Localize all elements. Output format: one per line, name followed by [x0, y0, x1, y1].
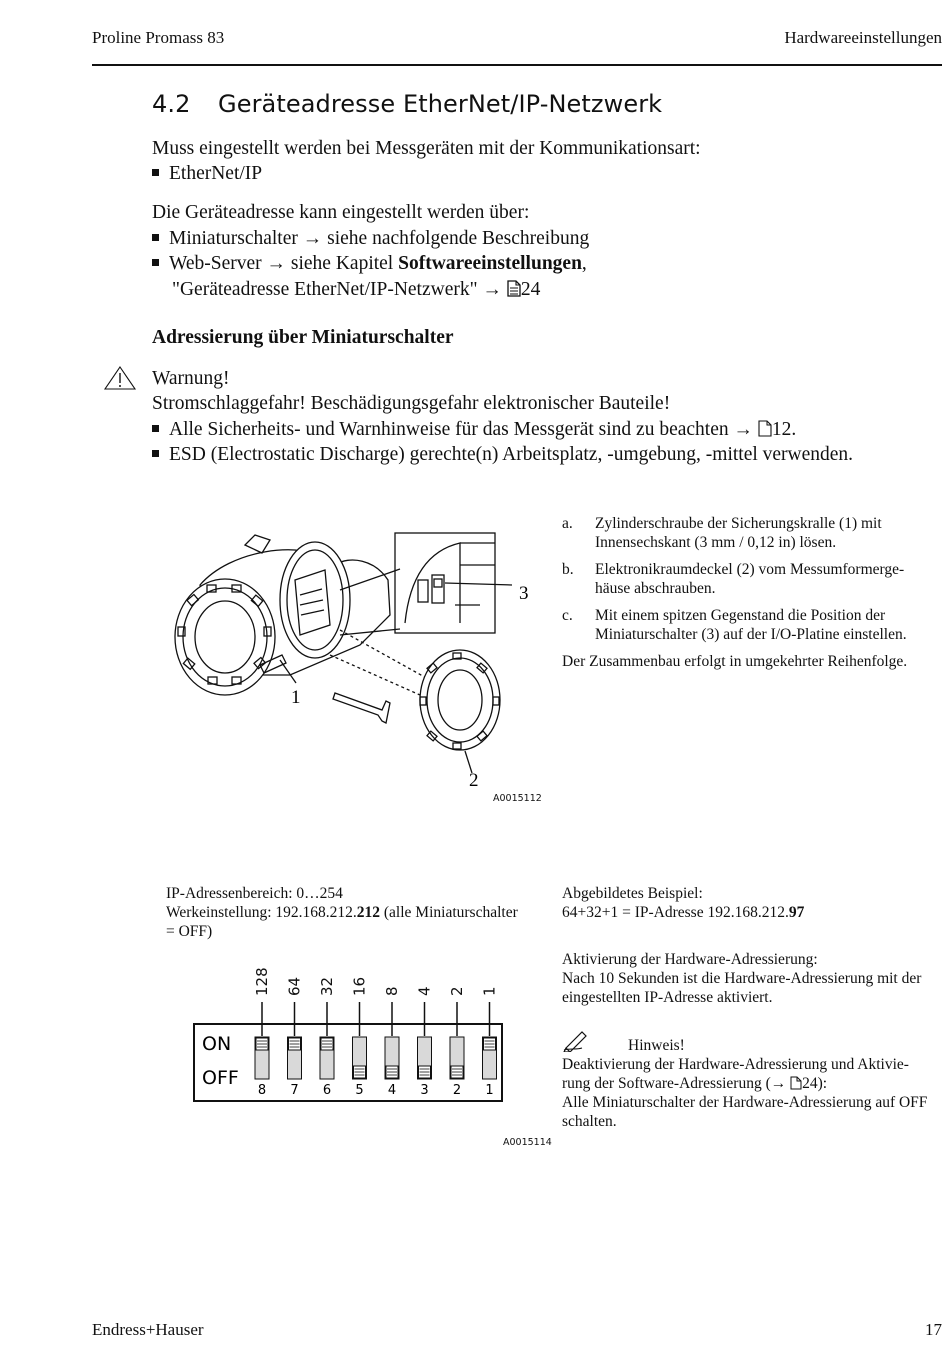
page-reference-icon: [790, 1076, 802, 1090]
dip-value-label: 1: [480, 986, 499, 996]
dip-value-label: 2: [448, 986, 466, 996]
figure1-code: A0015112: [493, 793, 542, 804]
page-reference-icon: [507, 280, 521, 297]
list-item: b. Elektronikraumdeckel (2) vom Messumformerge- häuse abschrauben.: [562, 561, 905, 597]
setting-line: Die Geräteadresse kann eingestellt werden über:: [152, 202, 530, 223]
section-number: 4.2: [152, 90, 191, 118]
activation-title: Aktivierung der Hardware-Adressierung:: [562, 951, 818, 968]
activation-block: Aktivierung der Hardware-Adressierung: Nach 10 Sekunden ist die Hardware-Adressierung mit der eingestellten IP-Adresse aktiviert.: [562, 950, 942, 1007]
ip-range: IP-Adressenbereich: 0…254: [166, 885, 343, 902]
section-title-text: Geräteadresse EtherNet/IP-Netzwerk: [218, 90, 663, 118]
warning-title: Warnung!: [152, 368, 230, 389]
example-formula: 64+32+1 = IP-Adresse 192.168.212.97: [562, 904, 805, 921]
hint-body: Deaktivierung der Hardware-Adressierung und Aktivie- rung der Software-Adressierung (→ 24): Alle Miniaturschalter der Hardware-Adressierung auf OFF schalten.: [562, 1056, 928, 1130]
dip-off-label: OFF: [202, 1067, 239, 1089]
bullet-square-icon: [152, 234, 159, 241]
dip-switch-number: 7: [290, 1083, 299, 1098]
dip-value-label: 4: [415, 986, 434, 996]
example-block: [562, 884, 942, 922]
dip-switch-number: 1: [485, 1083, 494, 1098]
ip-info: IP-Adressenbereich: 0…254 Werkeinstellung: 192.168.212.212 (alle Miniaturschalter = OFF): [166, 884, 546, 941]
intro-bullet: EtherNet/IP: [152, 161, 262, 187]
figure2-code: A0015114: [503, 1137, 552, 1148]
list-item: a. Zylinderschraube der Sicherungskralle (1) mit Innensechskant (3 mm / 0,12 in) lösen.: [562, 515, 882, 551]
dip-value-label: 64: [285, 976, 304, 996]
dip-value-label: 32: [318, 976, 336, 996]
setting-bullet-1: Miniaturschalter → siehe nachfolgende Beschreibung: [152, 226, 589, 252]
bullet-square-icon: [152, 425, 159, 432]
dip-switch-number: 6: [322, 1083, 332, 1098]
setting-bullet-2: Web-Server → siehe Kapitel Softwareeinstellungen,: [152, 251, 587, 277]
assembly-note: Der Zusammenbau erfolgt in umgekehrter Reihenfolge.: [562, 653, 908, 670]
callout-1: 1: [291, 687, 301, 708]
header-rule: [92, 64, 942, 66]
dip-value-label: 128: [253, 967, 271, 996]
dip-switch-number: 3: [420, 1083, 429, 1098]
dip-switch-number: 8: [257, 1083, 267, 1098]
warning-line: Stromschlaggefahr! Beschädigungsgefahr elektronischer Bauteile!: [152, 393, 671, 414]
dip-switch-diagram: [190, 960, 510, 1105]
section-title: [152, 90, 662, 118]
bullet-square-icon: [152, 169, 159, 176]
example-title: Abgebildetes Beispiel:: [562, 885, 703, 902]
device-illustration: [160, 505, 550, 815]
dip-value-label: 16: [350, 976, 369, 996]
page-reference-icon: [758, 420, 772, 437]
dip-on-label: ON: [202, 1033, 232, 1055]
dip-switch-number: 5: [355, 1083, 364, 1098]
intro-line: Muss eingestellt werden bei Messgeräten mit der Kommunikationsart:: [152, 138, 701, 159]
chapter-reference: Softwareeinstellungen: [398, 253, 582, 274]
footer-right: 17: [925, 1320, 942, 1339]
callout-2: 2: [469, 770, 479, 791]
warning-triangle-icon: [103, 365, 137, 391]
bullet-square-icon: [152, 450, 159, 457]
warning-bullet-2: ESD (Electrostatic Discharge) gerechte(n) Arbeitsplatz, -umgebung, -mittel verwenden.: [152, 442, 853, 468]
header-left: Proline Promass 83: [92, 28, 225, 47]
pencil-note-icon: [562, 1030, 592, 1052]
dip-switch-number: 2: [452, 1083, 462, 1098]
subheading: Adressierung über Miniaturschalter: [152, 327, 454, 348]
dip-value-label: 8: [383, 986, 401, 996]
dip-switch-number: 4: [387, 1083, 397, 1098]
warning-bullet-1: Alle Sicherheits- und Warnhinweise für das Messgerät sind zu beachten → 12.: [152, 417, 796, 443]
setting-bullet-2-line-2: "Geräteadresse EtherNet/IP-Netzwerk" → 24: [172, 279, 541, 300]
bullet-square-icon: [152, 259, 159, 266]
hint-title: Hinweis!: [628, 1037, 685, 1054]
header-right: Hardwareeinstellungen: [784, 28, 942, 47]
ip-factory: Werkeinstellung: 192.168.212.212 (alle Miniaturschalter: [166, 904, 518, 921]
list-item: c. Mit einem spitzen Gegenstand die Position der Miniaturschalter (3) auf der I/O-Platine einstellen.: [562, 607, 907, 643]
footer-left: Endress+Hauser: [92, 1320, 204, 1339]
steps-list: [562, 514, 942, 671]
callout-3: 3: [519, 583, 529, 604]
